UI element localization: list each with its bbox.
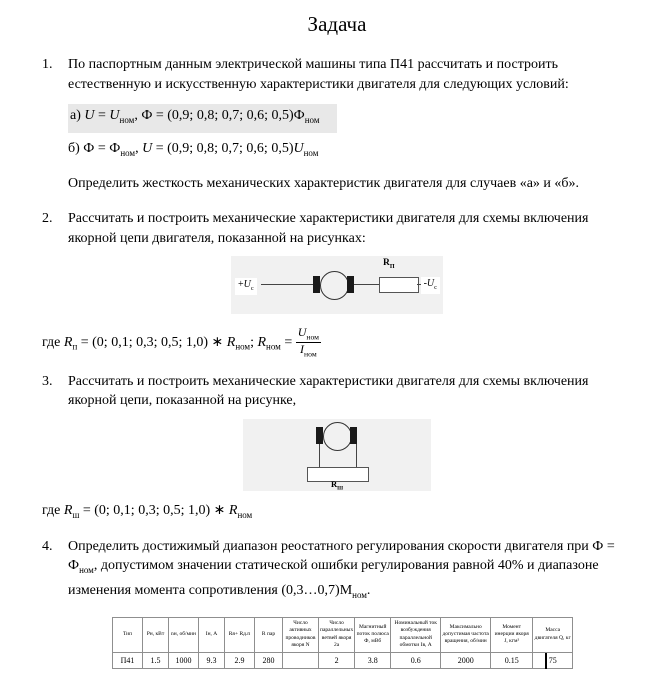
item-body [68, 209, 632, 248]
item-number: 1. [42, 57, 53, 72]
table-header-cell: Момент инерции якоря J, кгм² [491, 617, 533, 652]
table-data-cell: 9.3 [199, 652, 225, 668]
item-number: 4. [42, 538, 53, 554]
formula-rp: где $R_п = (0$; 0,1; 0,3; 0,5; 1,0) ∗ $R_{ном}$; $R_{ном}$ = $\frac{U_{ном}}{I_{ном}}$ [42, 325, 320, 359]
task-item-4 [42, 537, 632, 605]
wire [319, 444, 320, 467]
table-header-cell: Число параллельных ветвей якоря 2a [319, 617, 355, 652]
brush-right [350, 427, 357, 444]
formula-line-b: б) $Ф = Ф_{ном}$, U = (0,9; 0,8; 0,7; 0,6; $0,5)U_{ном}$ [68, 141, 319, 159]
item-body [68, 372, 632, 411]
resistor-rsh-label: $R_Ш$ [330, 478, 344, 492]
wire [354, 284, 379, 285]
item-number: 3. [42, 373, 53, 389]
motor-passport-table [112, 617, 573, 669]
voltage-plus-label: $+U_c$ [235, 278, 257, 294]
page-title: Задача [307, 12, 367, 36]
table-data-cell: 2000 [441, 652, 491, 668]
table-data-cell: 1000 [169, 652, 199, 668]
wire [356, 444, 357, 467]
table-data-cell: 3.8 [355, 652, 391, 668]
table-header-cell: Рн, кВт [143, 617, 169, 652]
brush-left [316, 427, 323, 444]
shunt-resistor-circuit-figure [243, 419, 431, 491]
table-data-row [113, 652, 573, 668]
table-data-cell: 75 [533, 652, 573, 668]
table-data-cell: 2.9 [225, 652, 255, 668]
voltage-minus-label: $-U_c$ [421, 277, 440, 293]
brush-left [313, 276, 320, 293]
table-header-cell: nн, об/мин [169, 617, 199, 652]
table-data-cell: 0.6 [391, 652, 441, 668]
task-item-2 [42, 209, 632, 248]
item-2-text: Рассчитать и построить механические характеристики двигателя для схемы включения якорной цепи двигателя, показанной на рисунках: [68, 211, 589, 246]
table-data-cell: 2 [319, 652, 355, 668]
motor-armature-circle [320, 271, 349, 300]
table-header-cell: Масса двигателя Q, кг [533, 617, 573, 652]
table-header-cell: R пар [255, 617, 283, 652]
table-header-cell: Номинальный ток возбуждения параллельной обмотки Iв, А [391, 617, 441, 652]
table-header-cell: Число активных проводников якоря N [283, 617, 319, 652]
formula-line-a [68, 104, 632, 133]
item-1-text: По паспортным данным электрической машины типа П41 рассчитать и построить естественную и искусственную характеристики двигателя для следующих условий: [68, 57, 569, 92]
table-data-cell: 280 [255, 652, 283, 668]
item-1-note: Определить жесткость механических характеристик двигателя для случаев «а» и «б». [68, 175, 580, 191]
table-header-cell: Rя+ Rд.п [225, 617, 255, 652]
table-header-cell: Магнитный поток полюса Ф, мВб [355, 617, 391, 652]
item-number: 2. [42, 211, 53, 227]
text-cursor[interactable] [545, 653, 547, 669]
highlighted-formula: а) $U = U_{ном}$, Ф = (0,9; 0,8; 0,7; 0,6; $0,5)Ф_{ном}$ [68, 104, 337, 133]
item-body [68, 537, 632, 605]
item-body [68, 55, 632, 193]
table-data-cell: 1.5 [143, 652, 169, 668]
item-4-text: Определить достижимый диапазон реостатного регулирования скорости двигателя при $Ф = Ф_{ном}$, допустимом значении статической ошибки регулирования равной 40% и диапазоне изменения момента сопротивления $(0,3\dots 0,7)М_{ном}$. [68, 538, 615, 600]
table-data-cell: П41 [113, 652, 143, 668]
table-header-row [113, 617, 573, 652]
motor-armature-circle [323, 422, 352, 451]
table-header-cell: Iн, А [199, 617, 225, 652]
wire [261, 284, 313, 285]
item-3-text: Рассчитать и построить механические характеристики двигателя для схемы включения якорной цепи, показанной на рисунке, [68, 373, 589, 409]
task-item-3 [42, 372, 632, 411]
table-data-cell [283, 652, 319, 668]
brush-right [347, 276, 354, 293]
table-header-cell: Тип [113, 617, 143, 652]
resistor-rp [379, 277, 419, 293]
task-item-1 [42, 55, 632, 193]
table-header-cell: Максимально допустимая частота вращения, об/мин [441, 617, 491, 652]
series-resistor-circuit-figure [231, 256, 443, 314]
formula-rsh: где $R_ш = (0$; 0,1; 0,3; 0,5; 1,0) ∗ $R_{ном}$ [42, 502, 253, 520]
table-data-cell: 0.15 [491, 652, 533, 668]
resistor-rp-label: $R_П$ [383, 258, 395, 270]
